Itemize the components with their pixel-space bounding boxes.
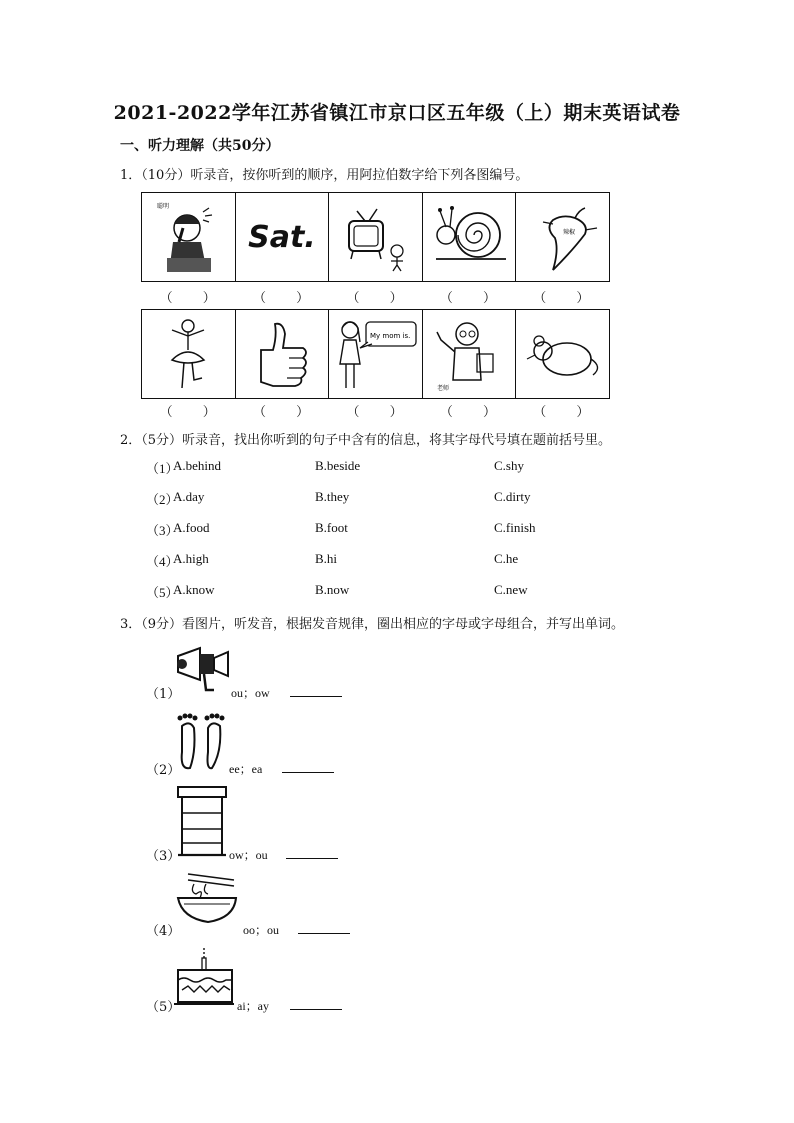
q3-item-4-answer-blank[interactable]: [298, 933, 350, 934]
answer-blank[interactable]: （ ）: [533, 405, 590, 420]
answer-blank[interactable]: （ ）: [253, 291, 310, 306]
svg-text:老师: 老师: [437, 385, 450, 392]
answer-blank[interactable]: （ ）: [159, 291, 216, 306]
page-title: 2021-2022学年江苏省镇江市京口区五年级（上）期末英语试卷: [113, 102, 681, 124]
q2-item-5-option-c: C.new: [494, 582, 528, 597]
answer-blank[interactable]: （ ）: [159, 405, 216, 420]
q2-item-3-option-a: A.food: [173, 520, 210, 535]
picture-row-2: [141, 309, 610, 399]
q2-item-2-option-c: C.dirty: [494, 489, 531, 504]
answer-parens-row-2: [141, 401, 608, 420]
megaphone-icon: [172, 636, 234, 694]
q3-item-5-num: （5）: [146, 1000, 181, 1015]
q2-item-2-option-a: A.day: [173, 489, 205, 504]
noodle-bowl-icon: [174, 870, 240, 926]
q2-item-5-option-b: B.now: [315, 582, 350, 597]
tv-icon: [335, 201, 415, 273]
q3-item-3-answer-blank[interactable]: [286, 858, 338, 859]
q2-item-4-option-b: B.hi: [315, 551, 338, 566]
girl-speaking-picture: [329, 310, 423, 398]
q3-item-3-num: （3）: [146, 849, 181, 864]
answer-parens-row-1: [141, 287, 608, 306]
answer-blank[interactable]: （ ）: [439, 405, 496, 420]
pepper-icon: [523, 200, 603, 274]
ballerina-icon: [158, 314, 218, 394]
q3-item-2-answer-blank[interactable]: [282, 772, 334, 773]
answer-blank[interactable]: （ ）: [253, 405, 310, 420]
q2-item-2-option-b: B.they: [315, 489, 350, 504]
feet-icon: [172, 712, 230, 772]
answer-blank[interactable]: （ ）: [439, 291, 496, 306]
ballerina-picture: [142, 310, 236, 398]
girl-speaking-icon: [330, 314, 420, 394]
svg-text:辣椒: 辣椒: [562, 229, 575, 236]
answer-blank[interactable]: （ ）: [346, 291, 403, 306]
mouse-icon: [523, 319, 603, 389]
q2-item-5-num: （5）: [146, 585, 179, 600]
q3-item-5-pattern: ai；ay: [237, 999, 269, 1013]
q3-item-1-pattern: ou；ow: [231, 686, 270, 700]
q3-item-4-pattern: oo；ou: [243, 923, 280, 937]
q3-item-5-answer-blank[interactable]: [290, 1009, 342, 1010]
answer-blank[interactable]: （ ）: [346, 405, 403, 420]
sat-label: Sat.: [248, 219, 316, 255]
q3-item-2-num: （2）: [146, 763, 181, 778]
question-3-text: 3．（9分）看图片，听发音，根据发音规律，圈出相应的字母或字母组合，并写出单词。: [120, 617, 625, 632]
q2-item-4-option-a: A.high: [173, 551, 209, 566]
q3-item-1-answer-blank[interactable]: [290, 696, 342, 697]
q2-item-4-option-c: C.he: [494, 551, 519, 566]
q2-item-1-num: （1）: [146, 461, 179, 476]
question-1-text: 1．（10分）听录音，按你听到的顺序，用阿拉伯数字给下列各图编号。: [120, 168, 529, 183]
q3-item-4-num: （4）: [146, 924, 181, 939]
q2-item-2-num: （2）: [146, 492, 179, 507]
pepper-picture: [516, 193, 609, 281]
snail-picture: [423, 193, 517, 281]
q2-item-3-num: （3）: [146, 523, 179, 538]
speech-bubble-text: My mom is.: [370, 332, 411, 340]
tv-picture: [329, 193, 423, 281]
cake-icon: [172, 946, 236, 1008]
q2-item-3-option-b: B.foot: [315, 520, 348, 535]
q2-item-1-option-c: C.shy: [494, 458, 524, 473]
boy-icon: [153, 198, 223, 276]
q2-item-1-option-a: A.behind: [173, 458, 222, 473]
q3-item-2-pattern: ee；ea: [229, 762, 263, 776]
q2-item-5-option-a: A.know: [173, 582, 215, 597]
boy-thinking-picture: [142, 193, 236, 281]
q3-item-1-num: （1）: [146, 687, 181, 702]
teacher-picture: [423, 310, 517, 398]
svg-text:聪明: 聪明: [157, 203, 170, 210]
sat-picture: [236, 193, 330, 281]
shelf-icon: [174, 785, 230, 859]
q2-item-1-option-b: B.beside: [315, 458, 361, 473]
question-2-text: 2．（5分）听录音，找出你听到的句子中含有的信息，将其字母代号填在题前括号里。: [120, 433, 612, 448]
q2-item-4-num: （4）: [146, 554, 179, 569]
answer-blank[interactable]: （ ）: [533, 291, 590, 306]
section-heading-listening: 一、听力理解（共50分）: [120, 138, 280, 154]
thumbs-up-picture: [236, 310, 330, 398]
snail-icon: [428, 201, 510, 273]
mouse-picture: [516, 310, 609, 398]
teacher-icon: [433, 314, 505, 394]
q2-item-3-option-c: C.finish: [494, 520, 536, 535]
picture-row-1: [141, 192, 610, 282]
q3-item-3-pattern: ow；ou: [229, 848, 268, 862]
thumbs-up-icon: [247, 316, 317, 392]
